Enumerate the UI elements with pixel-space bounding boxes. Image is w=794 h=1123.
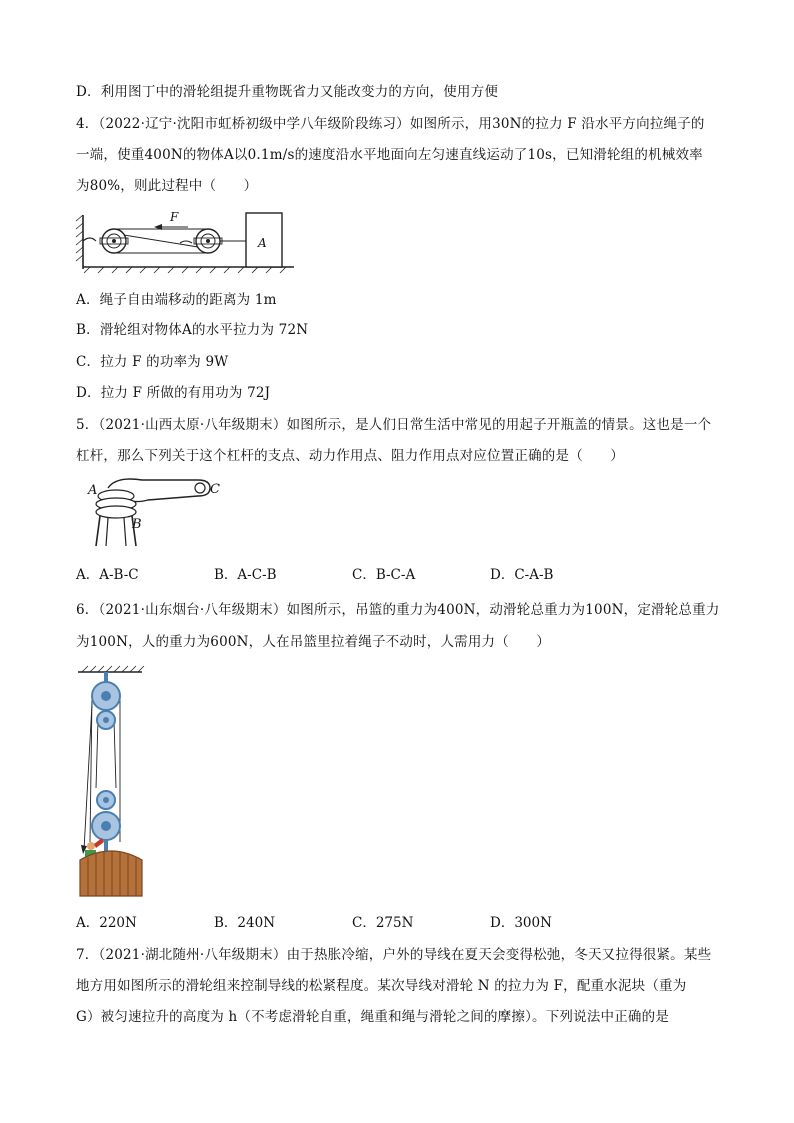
q5-label-c: C xyxy=(210,482,220,497)
q7-stem-line1: 7．（2021·湖北随州·八年级期末）由于热胀冷缩，户外的导线在夏天会变得松弛，冬天又拉得很紧。某些 xyxy=(76,947,712,963)
q5-label-b: B xyxy=(132,517,142,532)
q4-stem-line2: 一端，使重400N的物体A以0.1m/s的速度沿水平地面向左匀速直线运动了10s，已知滑轮组的机械效率 xyxy=(76,147,703,163)
q6-basket-pulley-figure xyxy=(76,664,146,900)
q6-option-b: B．240N xyxy=(214,915,276,931)
q4-force-label: F xyxy=(170,210,179,224)
q6-stem-line2: 为100N，人的重力为600N，人在吊篮里拉着绳子不动时，人需用力（ ） xyxy=(76,634,551,650)
q4-stem-line3: 为80%，则此过程中（ ） xyxy=(76,178,258,194)
q5-stem-line2: 杠杆，那么下列关于这个杠杆的支点、动力作用点、阻力作用点对应位置正确的是（ ） xyxy=(76,448,624,464)
q4-pulley-figure xyxy=(76,205,296,275)
q6-option-d: D．300N xyxy=(490,915,552,931)
q6-stem-line1: 6．（2021·山东烟台·八年级期末）如图所示，吊篮的重力为400N，动滑轮总重力为100N，定滑轮总重力 xyxy=(76,602,720,618)
q4-stem-line1: 4．（2022·辽宁·沈阳市虹桥初级中学八年级阶段练习）如图所示，用30N的拉力 F 沿水平方向拉绳子的 xyxy=(76,116,705,132)
q4-option-a: A．绳子自由端移动的距离为 1m xyxy=(76,292,277,308)
q3-option-d: D．利用图丁中的滑轮组提升重物既省力又能改变力的方向，使用方便 xyxy=(76,84,499,100)
q5-option-a: A．A-B-C xyxy=(76,567,139,583)
q6-option-a: A．220N xyxy=(76,915,137,931)
q4-option-c: C．拉力 F 的功率为 9W xyxy=(76,354,229,370)
q6-option-c: C．275N xyxy=(352,915,414,931)
q5-bottle-opener-figure xyxy=(86,474,236,550)
q4-option-d: D．拉力 F 所做的有用功为 72J xyxy=(76,385,271,401)
q4-block-label: A xyxy=(258,236,267,250)
q4-option-b: B．滑轮组对物体A的水平拉力为 72N xyxy=(76,322,309,338)
q5-option-d: D．C-A-B xyxy=(490,567,554,583)
q5-label-a: A xyxy=(88,483,98,498)
q5-option-b: B．A-C-B xyxy=(214,567,277,583)
q5-option-c: C．B-C-A xyxy=(352,567,416,583)
q7-stem-line3: G）被匀速拉升的高度为 h（不考虑滑轮自重，绳重和绳与滑轮之间的摩擦）。下列说法中正确的是 xyxy=(76,1009,670,1025)
q7-stem-line2: 地方用如图所示的滑轮组来控制导线的松紧程度。某次导线对滑轮 N 的拉力为 F，配重水泥块（重为 xyxy=(76,978,687,994)
q5-stem-line1: 5．（2021·山西太原·八年级期末）如图所示，是人们日常生活中常见的用起子开瓶盖的情景。这也是一个 xyxy=(76,417,712,433)
